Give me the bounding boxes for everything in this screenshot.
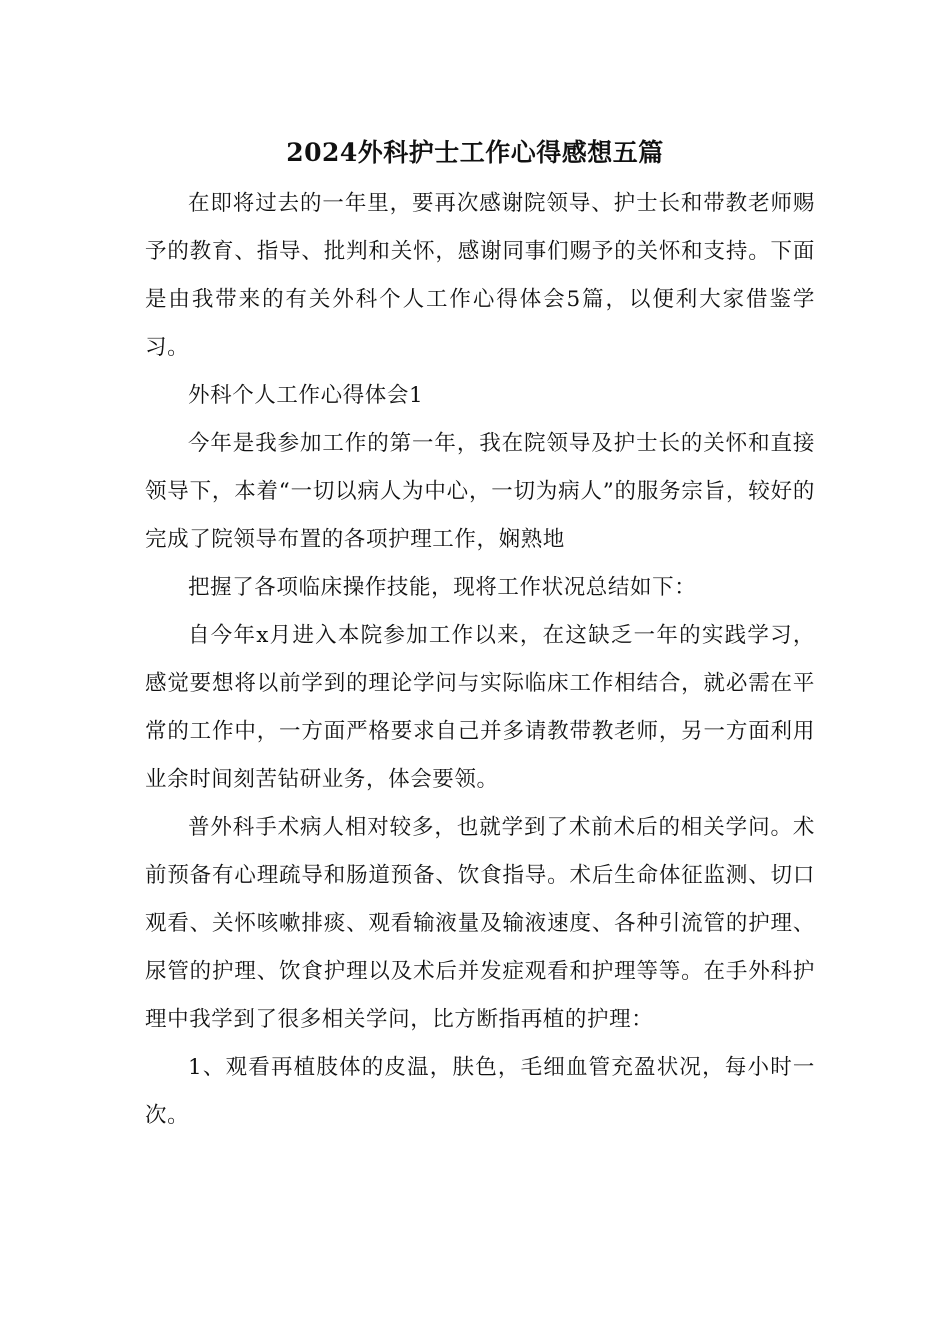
section-heading-1: 外科个人工作心得体会1	[188, 383, 424, 408]
list-item: 1、观看再植肢体的皮温，肤色，毛细血管充盈状况，每小时一次。	[145, 1055, 815, 1128]
body-paragraph: 自今年x月进入本院参加工作以来，在这缺乏一年的实践学习，感觉要想将以前学到的理论学问与实际临床工作相结合，就必需在平常的工作中，一方面严格要求自己并多请教带教老师，另一方面利用业余时间刻苦钻研业务，体会要领。	[145, 623, 815, 792]
document-title: 2024外科护士工作心得感想五篇	[286, 138, 664, 167]
body-paragraph: 今年是我参加工作的第一年，我在院领导及护士长的关怀和直接领导下，本着“一切以病人为中心，一切为病人”的服务宗旨，较好的完成了院领导布置的各项护理工作，娴熟地	[145, 431, 815, 552]
body-paragraph: 普外科手术病人相对较多，也就学到了术前术后的相关学问。术前预备有心理疏导和肠道预备、饮食指导。术后生命体征监测、切口观看、关怀咳嗽排痰、观看输液量及输液速度、各种引流管的护理、尿管的护理、饮食护理以及术后并发症观看和护理等等。在手外科护理中我学到了很多相关学问，比方断指再植的护理：	[145, 815, 815, 1032]
intro-paragraph: 在即将过去的一年里，要再次感谢院领导、护士长和带教老师赐予的教育、指导、批判和关怀，感谢同事们赐予的关怀和支持。下面是由我带来的有关外科个人工作心得体会5篇，以便利大家借鉴学习。	[145, 191, 815, 360]
body-paragraph: 把握了各项临床操作技能，现将工作状况总结如下：	[188, 575, 697, 600]
document-body	[145, 180, 815, 1140]
